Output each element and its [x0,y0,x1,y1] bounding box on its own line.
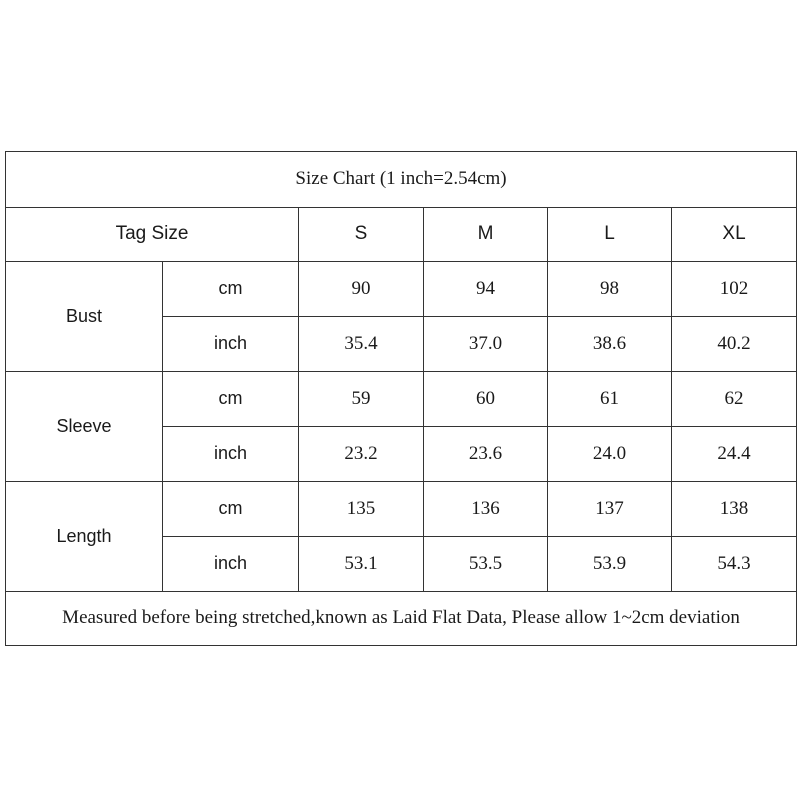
value-cell: 102 [672,262,797,317]
value-cell: 60 [424,372,548,427]
unit-cell: inch [163,537,299,592]
value-cell: 138 [672,482,797,537]
size-header-xl: XL [672,208,797,262]
value-cell: 24.0 [548,427,672,482]
value-cell: 135 [299,482,424,537]
value-cell: 53.1 [299,537,424,592]
value-cell: 136 [424,482,548,537]
size-header-l: L [548,208,672,262]
table-row [6,482,797,537]
value-cell: 90 [299,262,424,317]
value-cell: 61 [548,372,672,427]
value-cell: 53.5 [424,537,548,592]
value-cell: 23.2 [299,427,424,482]
value-cell: 94 [424,262,548,317]
value-cell: 24.4 [672,427,797,482]
measure-label-length: Length [6,482,163,592]
measurement-note: Measured before being stretched,known as Laid Flat Data, Please allow 1~2cm deviation [6,592,797,646]
note-row [6,592,797,646]
measure-label-sleeve: Sleeve [6,372,163,482]
size-header-m: M [424,208,548,262]
header-row [6,208,797,262]
size-chart-table [5,151,797,646]
value-cell: 23.6 [424,427,548,482]
value-cell: 35.4 [299,317,424,372]
value-cell: 98 [548,262,672,317]
value-cell: 53.9 [548,537,672,592]
measure-label-bust: Bust [6,262,163,372]
value-cell: 38.6 [548,317,672,372]
table-row [6,262,797,317]
unit-cell: cm [163,482,299,537]
value-cell: 40.2 [672,317,797,372]
unit-cell: cm [163,372,299,427]
value-cell: 37.0 [424,317,548,372]
chart-title: Size Chart (1 inch=2.54cm) [6,152,797,208]
unit-cell: cm [163,262,299,317]
size-header-s: S [299,208,424,262]
value-cell: 137 [548,482,672,537]
table-row [6,372,797,427]
title-row [6,152,797,208]
value-cell: 54.3 [672,537,797,592]
unit-cell: inch [163,427,299,482]
unit-cell: inch [163,317,299,372]
tag-size-header: Tag Size [6,208,299,262]
value-cell: 62 [672,372,797,427]
value-cell: 59 [299,372,424,427]
